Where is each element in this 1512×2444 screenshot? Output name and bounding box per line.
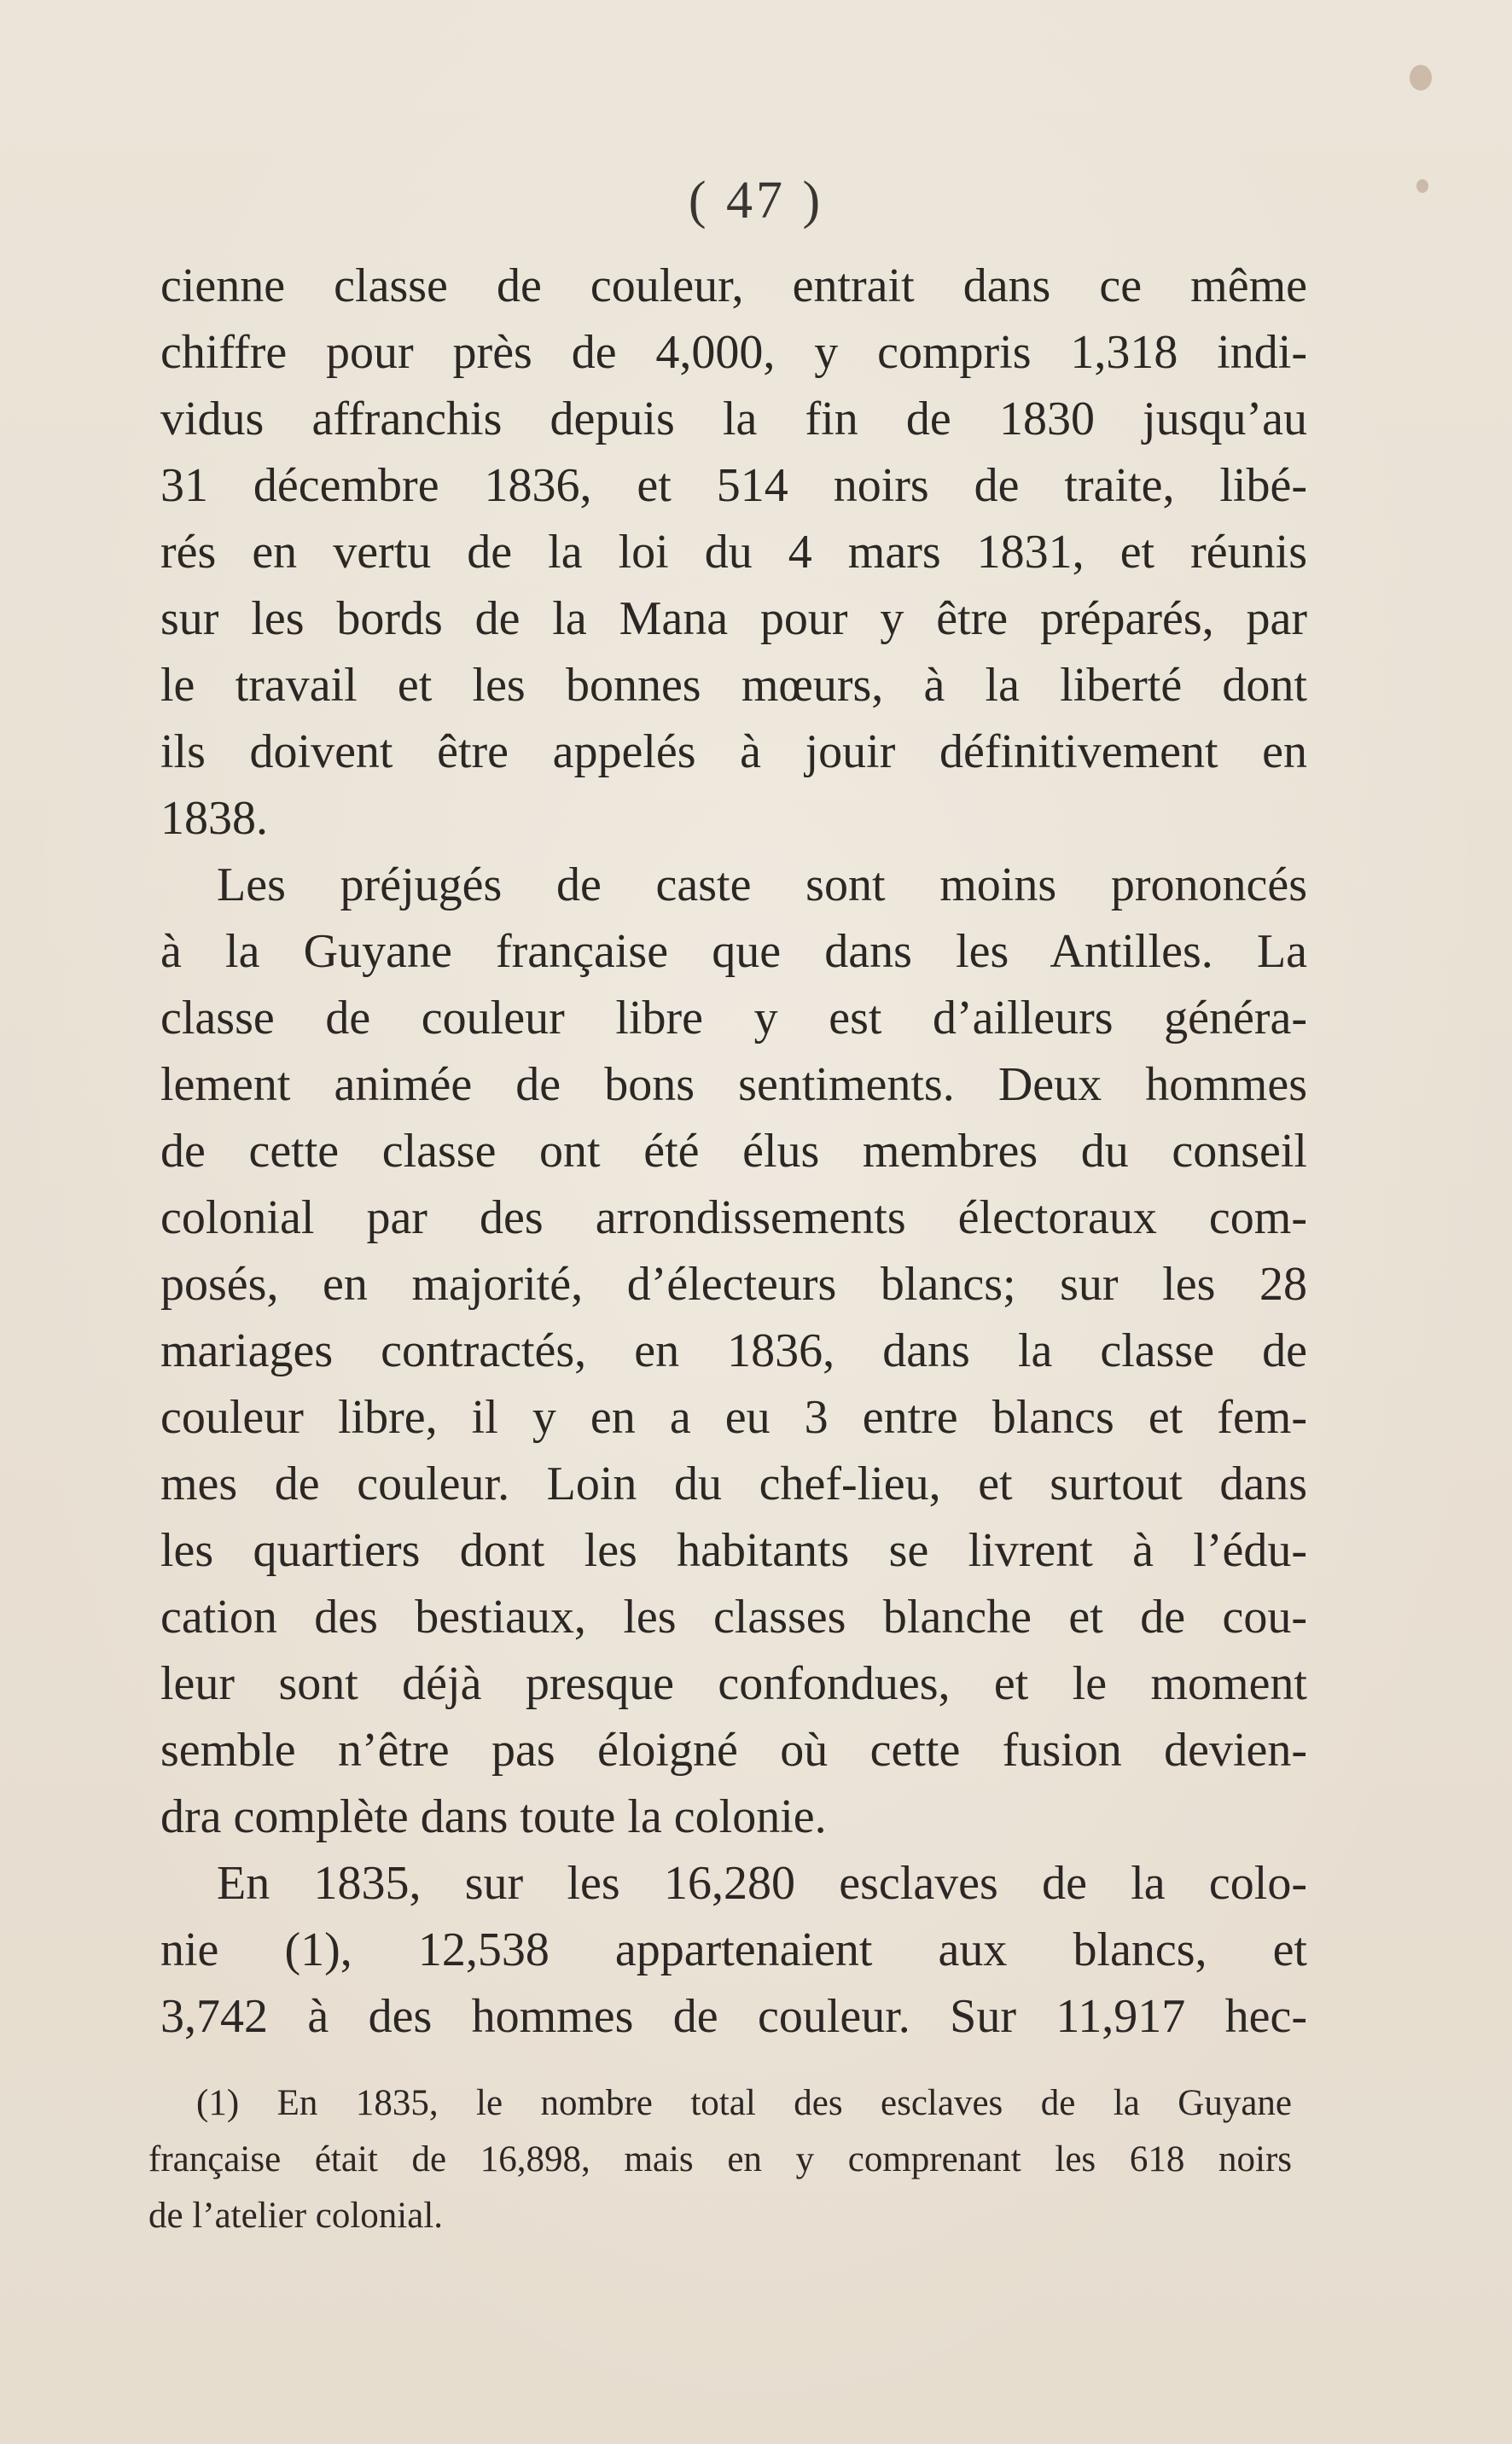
text-line: 3,742 à des hommes de couleur. Sur 11,917 hec- xyxy=(160,1990,1307,2043)
footnote-line: française était de 16,898, mais en y comprenant les 618 noirs xyxy=(148,2139,1292,2179)
text-line: de cette classe ont été élus membres du conseil xyxy=(160,1125,1307,1178)
text-line: leur sont déjà presque confondues, et le moment xyxy=(160,1657,1307,1710)
text-line: En 1835, sur les 16,280 esclaves de la colo- xyxy=(217,1857,1307,1910)
footnote-line: (1) En 1835, le nombre total des esclaves de la Guyane xyxy=(196,2083,1292,2123)
text-line: Les préjugés de caste sont moins prononcés xyxy=(217,858,1307,911)
text-line: mariages contractés, en 1836, dans la classe de xyxy=(160,1324,1307,1377)
text-line: cation des bestiaux, les classes blanche et de cou- xyxy=(160,1591,1307,1644)
body-text xyxy=(160,253,1307,2050)
text-line: colonial par des arrondissements électoraux com- xyxy=(160,1191,1307,1244)
footnote-line: de l’atelier colonial. xyxy=(148,2196,444,2236)
text-line: ils doivent être appelés à jouir définitivement en xyxy=(160,725,1307,778)
text-line: classe de couleur libre y est d’ailleurs généra- xyxy=(160,992,1307,1045)
paper-stain xyxy=(1410,65,1432,90)
text-line: les quartiers dont les habitants se livrent à l’édu- xyxy=(160,1524,1307,1577)
text-line: vidus affranchis depuis la fin de 1830 jusqu’au xyxy=(160,393,1307,445)
text-line: couleur libre, il y en a eu 3 entre blancs et fem- xyxy=(160,1391,1307,1444)
text-line: 1838. xyxy=(160,792,268,845)
text-line: rés en vertu de la loi du 4 mars 1831, et réunis xyxy=(160,526,1307,579)
text-line: chiffre pour près de 4,000, y compris 1,318 indi- xyxy=(160,326,1307,379)
text-line: dra complète dans toute la colonie. xyxy=(160,1790,827,1843)
text-line: le travail et les bonnes mœurs, à la liberté dont xyxy=(160,659,1307,712)
footnotes xyxy=(148,2075,1292,2244)
text-line: posés, en majorité, d’électeurs blancs; sur les 28 xyxy=(160,1258,1307,1311)
text-line: nie (1), 12,538 appartenaient aux blancs, et xyxy=(160,1923,1307,1976)
text-line: mes de couleur. Loin du chef-lieu, et surtout dans xyxy=(160,1458,1307,1510)
text-line: 31 décembre 1836, et 514 noirs de traite, libé- xyxy=(160,459,1307,512)
text-line: lement animée de bons sentiments. Deux hommes xyxy=(160,1058,1307,1111)
text-line: semble n’être pas éloigné où cette fusion devien- xyxy=(160,1724,1307,1777)
text-line: cienne classe de couleur, entrait dans ce même xyxy=(160,259,1307,312)
page-number: ( 47 ) xyxy=(688,172,824,230)
text-line: à la Guyane française que dans les Antilles. La xyxy=(160,925,1307,978)
text-line: sur les bords de la Mana pour y être préparés, par xyxy=(160,592,1307,645)
